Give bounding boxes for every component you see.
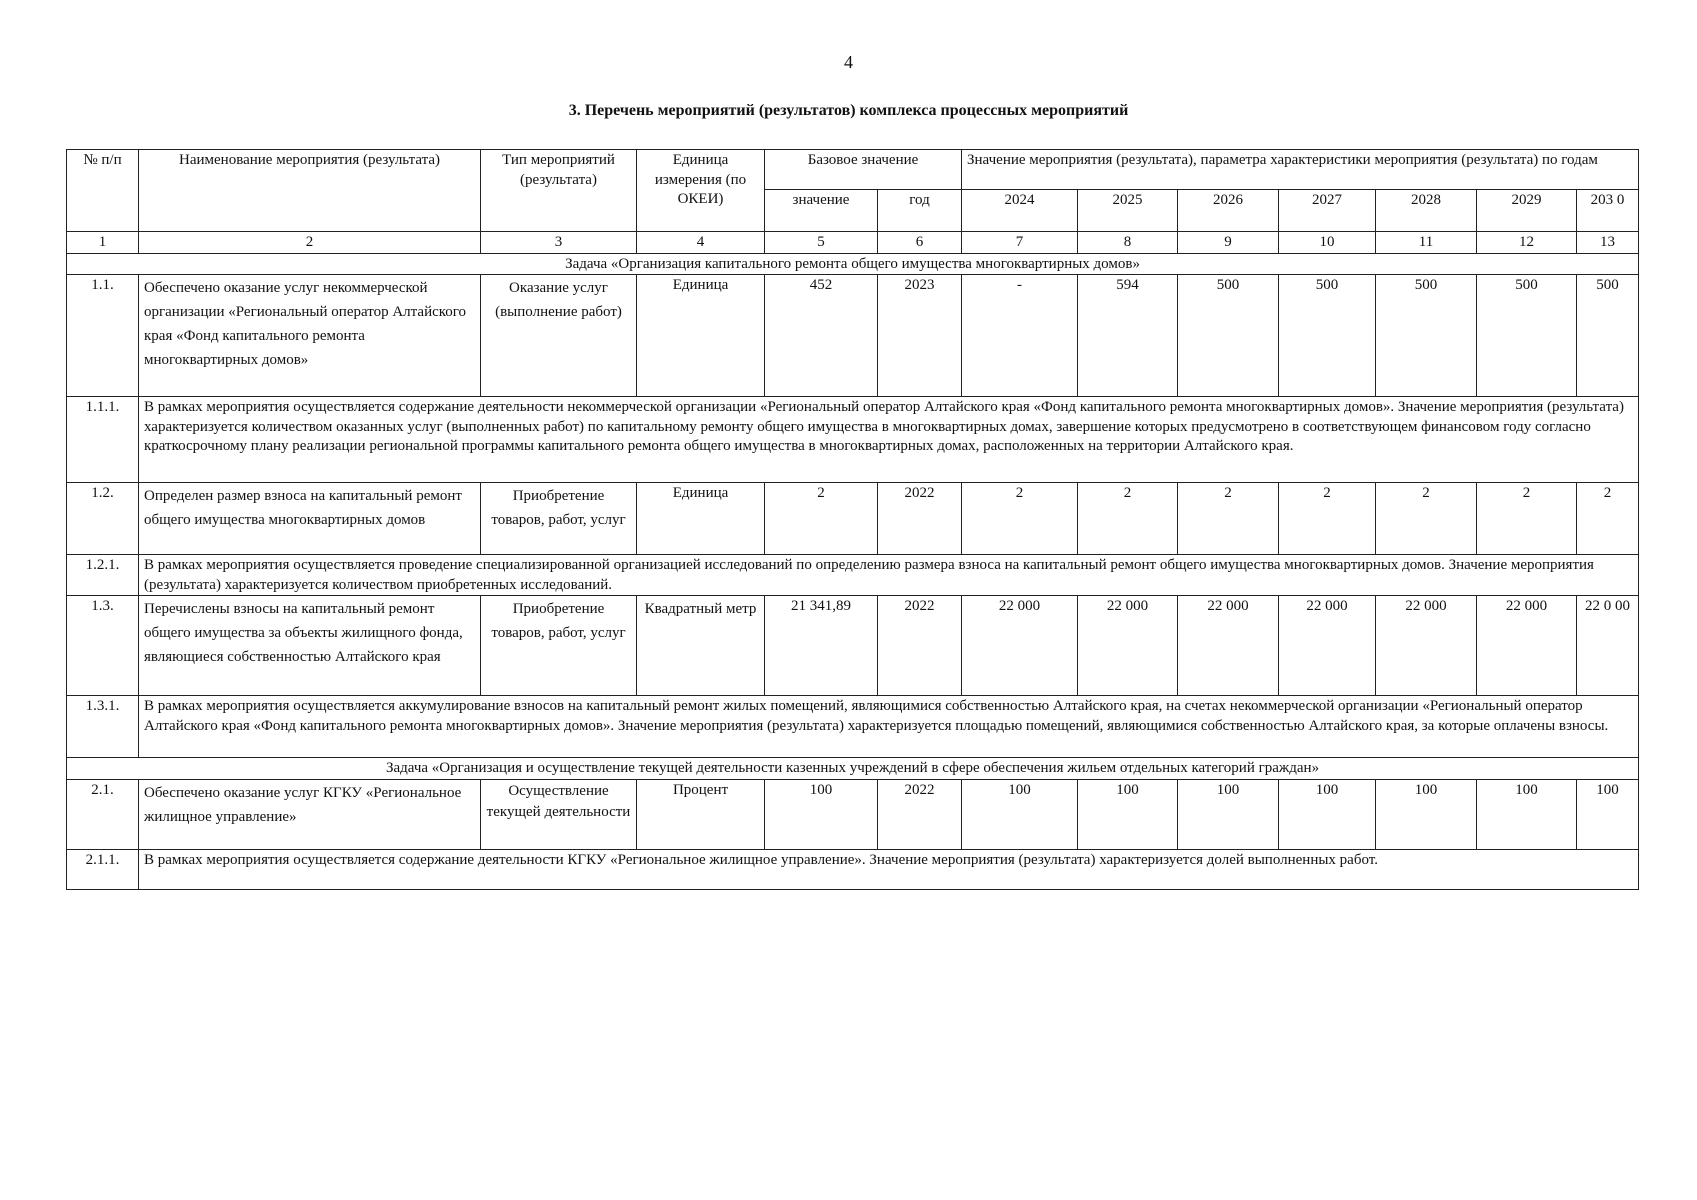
value-2024: 2 [962, 483, 1078, 555]
value-2030: 2 [1577, 483, 1639, 555]
header-row-1 [67, 150, 1639, 190]
value-2028: 2 [1376, 483, 1477, 555]
row-number: 1.1. [67, 275, 139, 397]
header-year-2026: 2026 [1178, 190, 1279, 232]
base-value: 21 341,89 [765, 596, 878, 696]
base-year: 2023 [878, 275, 962, 397]
header-values: Значение мероприятия (результата), параметра характеристики мероприятия (результата) по годам [962, 150, 1639, 190]
value-2030: 100 [1577, 779, 1639, 849]
value-2028: 100 [1376, 779, 1477, 849]
colnum-2: 2 [139, 232, 481, 254]
colnum-12: 12 [1477, 232, 1577, 254]
activity-unit: Единица [637, 275, 765, 397]
activity-unit: Единица [637, 483, 765, 555]
base-value: 452 [765, 275, 878, 397]
value-2024: - [962, 275, 1078, 397]
task-row-2 [67, 758, 1639, 780]
row-number: 1.2.1. [67, 555, 139, 596]
row-number: 2.1. [67, 779, 139, 849]
value-2025: 22 000 [1078, 596, 1178, 696]
header-name: Наименование мероприятия (результата) [139, 150, 481, 232]
value-2029: 2 [1477, 483, 1577, 555]
header-year-2030: 203 0 [1577, 190, 1639, 232]
colnum-7: 7 [962, 232, 1078, 254]
value-2029: 22 000 [1477, 596, 1577, 696]
value-2027: 100 [1279, 779, 1376, 849]
activity-name: Обеспечено оказание услуг некоммерческой организации «Региональный оператор Алтайского края «Фонд капитального ремонта многоквартирных домов» [139, 275, 481, 397]
colnum-9: 9 [1178, 232, 1279, 254]
value-2028: 500 [1376, 275, 1477, 397]
activity-type: Оказание услуг (выполнение работ) [481, 275, 637, 397]
activity-unit: Квадратный метр [637, 596, 765, 696]
table-row [67, 596, 1639, 696]
table-row [67, 275, 1639, 397]
table-row [67, 696, 1639, 758]
activity-name: Перечислены взносы на капитальный ремонт общего имущества за объекты жилищного фонда, являющиеся собственностью Алтайского края [139, 596, 481, 696]
row-number: 1.3.1. [67, 696, 139, 758]
activity-type: Приобретение товаров, работ, услуг [481, 596, 637, 696]
base-year: 2022 [878, 483, 962, 555]
value-2027: 22 000 [1279, 596, 1376, 696]
activity-description: В рамках мероприятия осуществляется содержание деятельности КГКУ «Региональное жилищное управление». Значение мероприятия (результата) характеризуется долей выполненных работ. [139, 849, 1639, 889]
activity-description: В рамках мероприятия осуществляется содержание деятельности некоммерческой организации «Региональный оператор Алтайского края «Фонд капитального ремонта многоквартирных домов». Значение мероприятия (результата) характеризуется количеством оказанных услуг (выполненных работ) по капитальному ремонту общего имущества в многоквартирных домах, завершение которых предусмотрено в соответствующем финансовом году согласно краткосрочному плану реализации региональной программы капитального ремонта общего имущества в многоквартирных домах, расположенных на территории Алтайского края. [139, 397, 1639, 483]
table-row [67, 849, 1639, 889]
activities-table [66, 149, 1639, 890]
table-row [67, 397, 1639, 483]
value-2025: 2 [1078, 483, 1178, 555]
value-2030: 500 [1577, 275, 1639, 397]
activity-type: Приобретение товаров, работ, услуг [481, 483, 637, 555]
task-2-title: Задача «Организация и осуществление текущей деятельности казенных учреждений в сфере обеспечения жильем отдельных категорий граждан» [67, 758, 1639, 780]
task-1-title: Задача «Организация капитального ремонта общего имущества многоквартирных домов» [67, 253, 1639, 275]
colnum-11: 11 [1376, 232, 1477, 254]
value-2026: 2 [1178, 483, 1279, 555]
value-2026: 22 000 [1178, 596, 1279, 696]
activity-unit: Процент [637, 779, 765, 849]
header-base: Базовое значение [765, 150, 962, 190]
value-2026: 100 [1178, 779, 1279, 849]
value-2024: 100 [962, 779, 1078, 849]
colnum-4: 4 [637, 232, 765, 254]
table-row [67, 483, 1639, 555]
task-row-1 [67, 253, 1639, 275]
value-2027: 2 [1279, 483, 1376, 555]
header-year-2025: 2025 [1078, 190, 1178, 232]
value-2024: 22 000 [962, 596, 1078, 696]
activity-type: Осуществление текущей деятельности [481, 779, 637, 849]
row-number: 1.3. [67, 596, 139, 696]
activity-name: Обеспечено оказание услуг КГКУ «Региональное жилищное управление» [139, 779, 481, 849]
header-type: Тип мероприятий (результата) [481, 150, 637, 232]
table-row [67, 779, 1639, 849]
document-title: 3. Перечень мероприятий (результатов) комплекса процессных мероприятий [568, 102, 1129, 119]
header-year-2027: 2027 [1279, 190, 1376, 232]
colnum-3: 3 [481, 232, 637, 254]
row-number: 1.2. [67, 483, 139, 555]
header-num: № п/п [67, 150, 139, 232]
activity-description: В рамках мероприятия осуществляется проведение специализированной организацией исследований по определению размера взноса на капитальный ремонт общего имущества многоквартирных домов. Значение мероприятия (результата) характеризуется количеством приобретенных исследований. [139, 555, 1639, 596]
colnum-5: 5 [765, 232, 878, 254]
base-value: 100 [765, 779, 878, 849]
value-2025: 100 [1078, 779, 1178, 849]
value-2028: 22 000 [1376, 596, 1477, 696]
value-2030: 22 0 00 [1577, 596, 1639, 696]
header-year-2029: 2029 [1477, 190, 1577, 232]
page-number: 4 [844, 52, 853, 72]
value-2029: 100 [1477, 779, 1577, 849]
value-2025: 594 [1078, 275, 1178, 397]
activity-description: В рамках мероприятия осуществляется аккумулирование взносов на капитальный ремонт жилых помещений, являющимися собственностью Алтайского края, на счетах некоммерческой организации «Региональный оператор Алтайского края «Фонд капитального ремонта многоквартирных домов». Значение мероприятия (результата) характеризуется площадью помещений, являющимися собственностью Алтайского края, за которые оплачены взносы. [139, 696, 1639, 758]
value-2027: 500 [1279, 275, 1376, 397]
colnum-8: 8 [1078, 232, 1178, 254]
value-2026: 500 [1178, 275, 1279, 397]
base-year: 2022 [878, 596, 962, 696]
column-numbers-row [67, 232, 1639, 254]
header-year-2024: 2024 [962, 190, 1078, 232]
colnum-13: 13 [1577, 232, 1639, 254]
base-year: 2022 [878, 779, 962, 849]
header-year-2028: 2028 [1376, 190, 1477, 232]
colnum-10: 10 [1279, 232, 1376, 254]
header-base-year: год [878, 190, 962, 232]
base-value: 2 [765, 483, 878, 555]
header-unit: Единица измерения (по ОКЕИ) [637, 150, 765, 232]
colnum-1: 1 [67, 232, 139, 254]
row-number: 1.1.1. [67, 397, 139, 483]
value-2029: 500 [1477, 275, 1577, 397]
row-number: 2.1.1. [67, 849, 139, 889]
header-base-value: значение [765, 190, 878, 232]
activity-name: Определен размер взноса на капитальный ремонт общего имущества многоквартирных домов [139, 483, 481, 555]
table-row [67, 555, 1639, 596]
colnum-6: 6 [878, 232, 962, 254]
